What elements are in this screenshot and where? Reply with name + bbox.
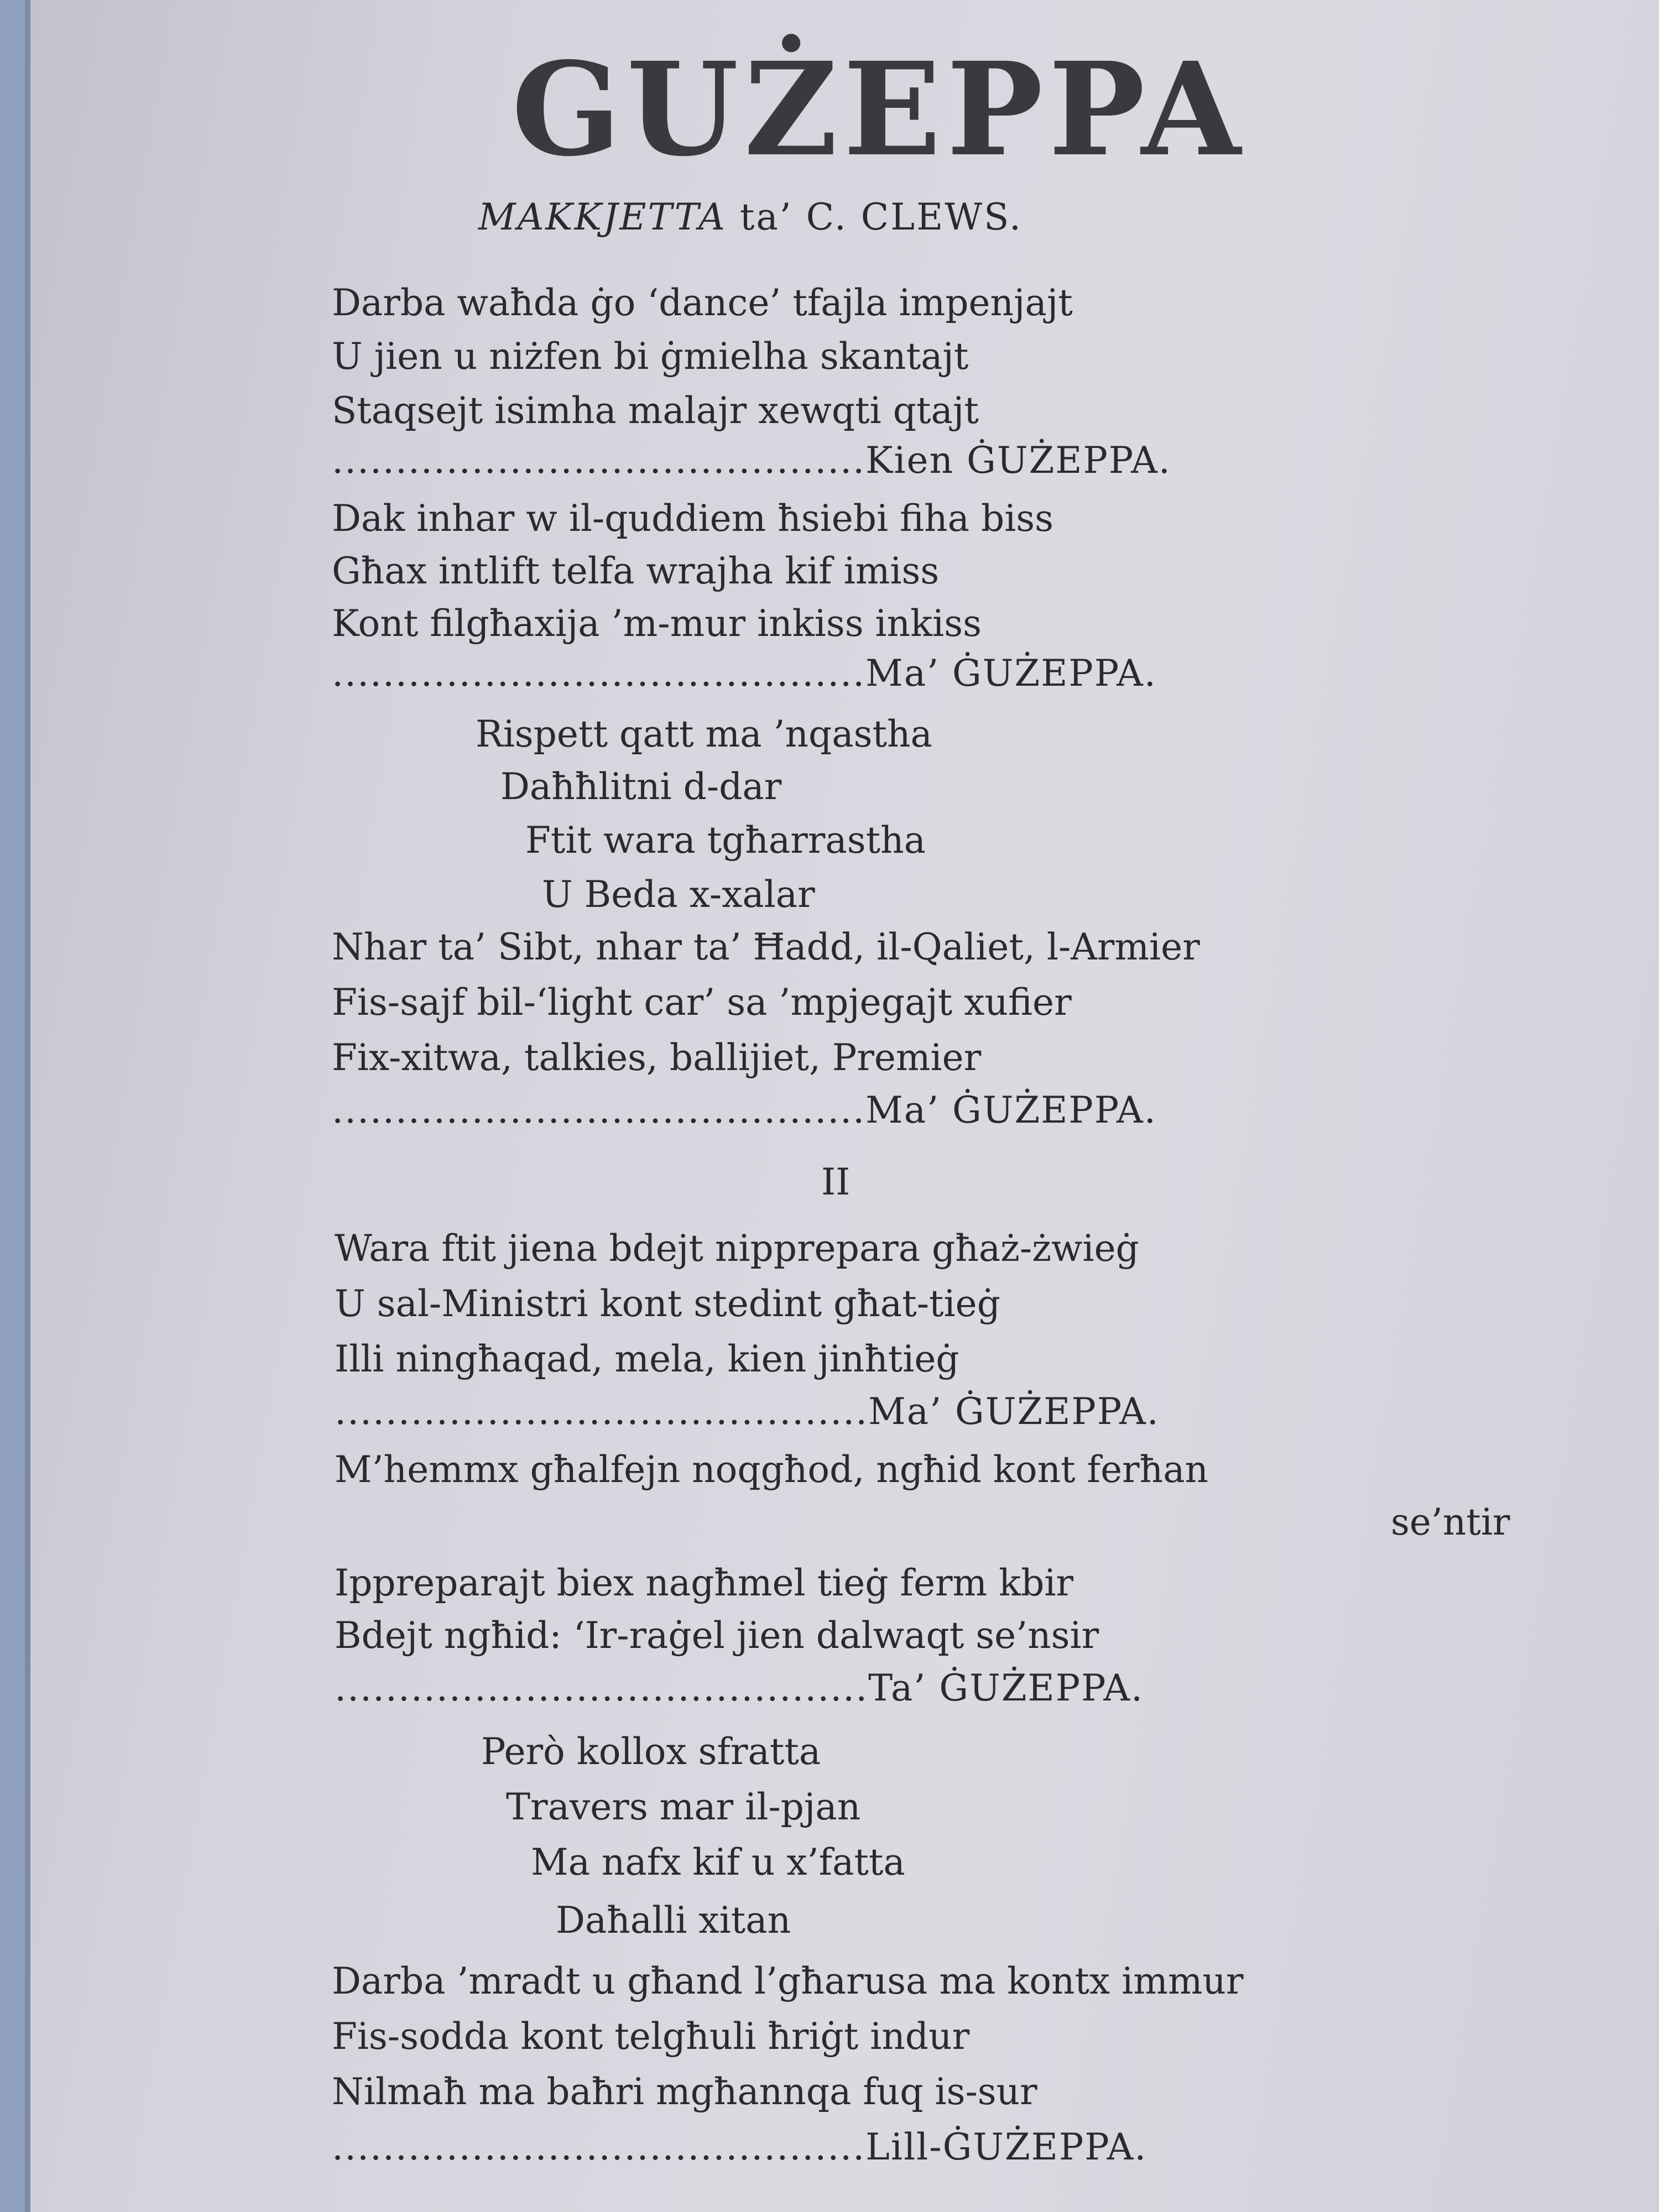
byline-author: ta’ C. CLEWS.: [739, 196, 1022, 238]
verse-line: Ma nafx kif u x’fatta: [531, 1841, 905, 1884]
refrain-line: ..........................................Ma’ ĠUŻEPPA.: [332, 652, 1157, 695]
verse-line: U Beda x-xalar: [542, 873, 815, 916]
verse-line: Però kollox sfratta: [481, 1730, 821, 1773]
poem-title: GUŻEPPA: [512, 34, 1246, 185]
verse-line: Wara ftit jiena bdejt nipprepara għaż-żwieġ: [335, 1227, 1139, 1270]
verse-line: Staqsejt isimha malajr xewqti qtajt: [332, 389, 979, 432]
verse-line: Dak inhar w il-quddiem ħsiebi fiha biss: [332, 497, 1054, 540]
verse-line: Ftit wara tgħarrastha: [525, 819, 926, 862]
verse-line: Illi ningħaqad, mela, kien jinħtieġ: [335, 1338, 959, 1380]
page-edge: [25, 0, 30, 2212]
verse-line: Darba waħda ġo ‘dance’ tfajla impenjajt: [332, 281, 1073, 324]
verse-line: Kont filgħaxija ’m-mur inkiss inkiss: [332, 602, 982, 645]
verse-line: Nilmaħ ma baħri mgħannqa fuq is-sur: [332, 2070, 1037, 2113]
verse-line: Fis-sodda kont telgħuli ħriġt indur: [332, 2015, 970, 2058]
verse-line: Għax intlift telfa wrajha kif imiss: [332, 550, 940, 592]
verse-line: Daħħlitni d-dar: [500, 765, 782, 808]
refrain-line: ..........................................Kien ĠUŻEPPA.: [332, 439, 1171, 482]
refrain-line: ..........................................Ma’ ĠUŻEPPA.: [335, 1390, 1160, 1433]
verse-line: Bdejt ngħid: ‘Ir-raġel jien dalwaqt se’nsir: [335, 1614, 1099, 1657]
section-number: II: [821, 1161, 851, 1203]
verse-line: U jien u niżfen bi ġmielha skantajt: [332, 335, 969, 378]
verse-line: Daħalli xitan: [556, 1899, 791, 1942]
refrain-line: ..........................................Lill-ĠUŻEPPA.: [332, 2126, 1147, 2168]
byline: [478, 196, 1022, 238]
verse-line: M’hemmx għalfejn noqgħod, ngħid kont ferħan: [335, 1448, 1209, 1491]
verse-line: Fix-xitwa, talkies, ballijiet, Premier: [332, 1036, 982, 1079]
verse-line: Travers mar il-pjan: [506, 1786, 861, 1828]
byline-role: MAKKJETTA: [478, 196, 727, 238]
refrain-line: ..........................................Ma’ ĠUŻEPPA.: [332, 1089, 1157, 1131]
verse-line: Nhar ta’ Sibt, nhar ta’ Ħadd, il-Qaliet, l-Armier: [332, 926, 1200, 968]
verse-line: Fis-sajf bil-‘light car’ sa ’mpjegajt xufier: [332, 981, 1072, 1024]
verse-line: Darba ’mradt u għand l’għarusa ma kontx immur: [332, 1960, 1244, 2002]
verse-line: Ippreparajt biex nagħmel tieġ ferm kbir: [335, 1562, 1074, 1604]
refrain-line: ..........................................Ta’ ĠUŻEPPA.: [335, 1667, 1144, 1709]
verse-line: U sal-Ministri kont stedint għat-tieġ: [335, 1282, 1000, 1325]
book-page: [25, 0, 1659, 2212]
verse-line-continuation: se’ntir: [1391, 1501, 1510, 1543]
verse-line: Rispett qatt ma ’nqastha: [476, 713, 932, 755]
